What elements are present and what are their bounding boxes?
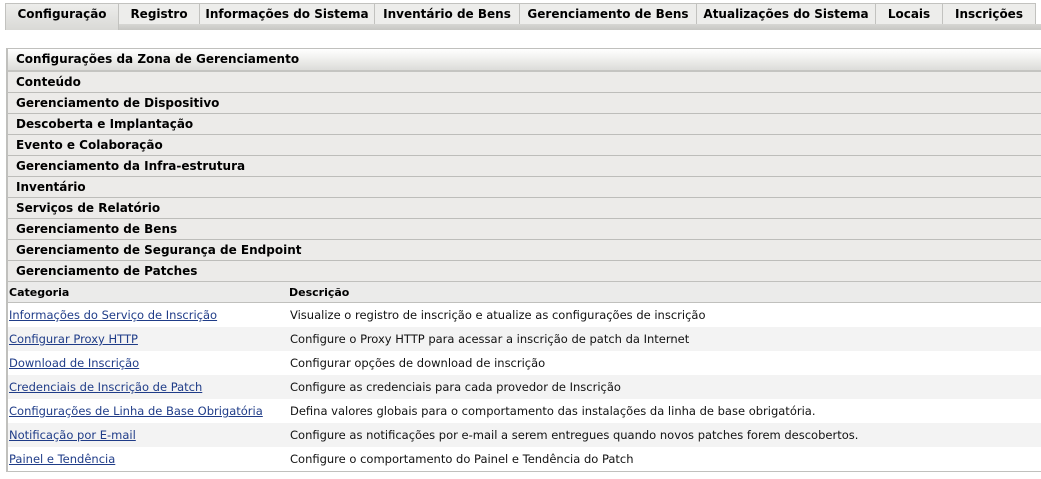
column-header-description: Descrição — [284, 282, 1041, 303]
category-cell — [8, 447, 284, 472]
section-servicos-de-relatorio[interactable]: Serviços de Relatório — [8, 198, 1041, 219]
section-evento-e-colaboracao[interactable]: Evento e Colaboração — [8, 135, 1041, 156]
section-gerenciamento-de-bens[interactable]: Gerenciamento de Bens — [8, 219, 1041, 240]
tab-inscricoes[interactable]: Inscrições — [942, 3, 1036, 24]
category-link[interactable]: Painel e Tendência — [9, 452, 116, 466]
table-row — [8, 447, 1041, 472]
table-row — [8, 399, 1041, 423]
section-inventario[interactable]: Inventário — [8, 177, 1041, 198]
panel-title: Configurações da Zona de Gerenciamento — [8, 49, 1041, 72]
category-link[interactable]: Configurações de Linha de Base Obrigatória — [9, 404, 263, 418]
tab-gerenciamento-de-bens[interactable]: Gerenciamento de Bens — [519, 3, 697, 24]
tab-informacoes-do-sistema[interactable]: Informações do Sistema — [199, 3, 375, 24]
section-gerenciamento-de-dispositivo[interactable]: Gerenciamento de Dispositivo — [8, 93, 1041, 114]
section-gerenciamento-de-seguranca-de-endpoint[interactable]: Gerenciamento de Segurança de Endpoint — [8, 240, 1041, 261]
category-link[interactable]: Credenciais de Inscrição de Patch — [9, 380, 203, 394]
category-cell — [8, 423, 284, 447]
category-cell — [8, 303, 284, 328]
description-cell: Visualize o registro de inscrição e atualize as configurações de inscrição — [284, 303, 1041, 328]
table-row — [8, 423, 1041, 447]
table-row — [8, 327, 1041, 351]
section-gerenciamento-de-patches[interactable]: Gerenciamento de Patches — [8, 261, 1041, 282]
category-link[interactable]: Notificação por E-mail — [9, 428, 136, 442]
tab-locais[interactable]: Locais — [875, 3, 943, 24]
category-link[interactable]: Download de Inscrição — [9, 356, 140, 370]
category-link[interactable]: Configurar Proxy HTTP — [9, 332, 138, 346]
section-list — [8, 72, 1041, 282]
category-cell — [8, 375, 284, 399]
table-row — [8, 375, 1041, 399]
description-cell: Configure o comportamento do Painel e Tendência do Patch — [284, 447, 1041, 472]
section-descoberta-e-implantacao[interactable]: Descoberta e Implantação — [8, 114, 1041, 135]
tab-registro[interactable]: Registro — [118, 3, 200, 24]
table-row — [8, 303, 1041, 328]
main-tab-bar — [5, 3, 1041, 30]
description-cell: Configurar opções de download de inscrição — [284, 351, 1041, 375]
table-header-row — [8, 282, 1041, 303]
description-cell: Defina valores globais para o comportamento das instalações da linha de base obrigatória. — [284, 399, 1041, 423]
section-conteudo[interactable]: Conteúdo — [8, 72, 1041, 93]
table-row — [8, 351, 1041, 375]
section-gerenciamento-da-infra-estrutura[interactable]: Gerenciamento da Infra-estrutura — [8, 156, 1041, 177]
description-cell: Configure o Proxy HTTP para acessar a inscrição de patch da Internet — [284, 327, 1041, 351]
category-link[interactable]: Informações do Serviço de Inscrição — [9, 308, 218, 322]
category-cell — [8, 399, 284, 423]
tab-configuracao[interactable]: Configuração — [5, 3, 119, 30]
configuration-panel — [6, 48, 1041, 472]
tab-inventario-de-bens[interactable]: Inventário de Bens — [374, 3, 520, 24]
column-header-category: Categoria — [8, 282, 284, 303]
category-cell — [8, 351, 284, 375]
tab-atualizacoes-do-sistema[interactable]: Atualizações do Sistema — [696, 3, 876, 24]
category-cell — [8, 327, 284, 351]
description-cell: Configure as notificações por e-mail a serem entregues quando novos patches forem descobertos. — [284, 423, 1041, 447]
description-cell: Configure as credenciais para cada provedor de Inscrição — [284, 375, 1041, 399]
tabs — [5, 3, 1041, 24]
category-table — [8, 282, 1041, 472]
